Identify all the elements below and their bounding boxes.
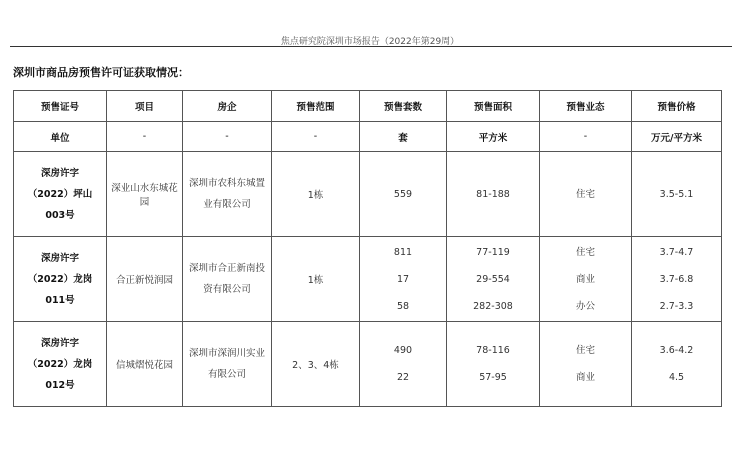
developer-cell (183, 152, 272, 237)
permit-number-cell (14, 237, 107, 322)
column-header: 预售价格 (632, 91, 722, 122)
area-value: 81-188 (476, 188, 510, 200)
unit-cell: 套 (360, 122, 447, 152)
permit-number-line: （2022）龙岗 (27, 273, 93, 285)
developer-line: 有限公司 (207, 369, 246, 380)
table-row (14, 152, 722, 237)
header-divider (10, 46, 732, 47)
developer-line: 业有限公司 (203, 199, 251, 210)
unit-cell: - (272, 122, 360, 152)
permit-number-cell (14, 322, 107, 407)
permit-number-line: 012号 (45, 379, 75, 391)
units-cell (360, 152, 447, 237)
permit-number-cell (14, 152, 107, 237)
type-value: 商业 (575, 372, 595, 383)
permit-number-line: 深房许字 (40, 167, 79, 179)
unit-cell: - (183, 122, 272, 152)
permit-number-line: 深房许字 (40, 337, 79, 349)
price-value: 4.5 (668, 372, 685, 383)
column-header: 项目 (107, 91, 183, 122)
units-value: 58 (396, 300, 410, 312)
unit-cell: 万元/平方米 (632, 122, 722, 152)
type-cell (540, 152, 632, 237)
units-cell (360, 237, 447, 322)
area-value: 77-119 (476, 246, 510, 258)
presale-permit-table (13, 90, 722, 407)
price-value: 3.7-6.8 (659, 273, 694, 285)
developer-line: 资有限公司 (203, 284, 251, 295)
type-value: 办公 (575, 300, 595, 312)
project-cell: 深业山水东城花园 (107, 152, 183, 237)
developer-line: 深圳市深润川实业 (188, 348, 265, 359)
table-row (14, 322, 722, 407)
price-cell (632, 152, 722, 237)
price-value: 3.5-5.1 (659, 188, 694, 200)
developer-line: 深圳市农科东城置 (188, 178, 265, 189)
permit-number-line: 003号 (45, 209, 75, 221)
area-cell (447, 322, 540, 407)
developer-cell (183, 237, 272, 322)
type-value: 住宅 (575, 188, 595, 200)
scope-cell: 1栋 (272, 152, 360, 237)
type-value: 商业 (575, 273, 595, 285)
column-header: 预售套数 (360, 91, 447, 122)
area-cell (447, 152, 540, 237)
type-value: 住宅 (575, 246, 595, 258)
unit-row (14, 122, 722, 152)
area-value: 29-554 (476, 273, 510, 285)
permit-number-line: 011号 (45, 294, 75, 306)
price-cell (632, 322, 722, 407)
area-cell (447, 237, 540, 322)
type-value: 住宅 (575, 345, 595, 356)
permit-number-line: （2022）坪山 (27, 188, 93, 200)
project-cell: 信城熠悦花园 (107, 322, 183, 407)
units-value: 17 (396, 273, 410, 285)
unit-cell: - (107, 122, 183, 152)
area-value: 78-116 (476, 345, 510, 356)
price-value: 2.7-3.3 (659, 300, 694, 312)
developer-cell (183, 322, 272, 407)
scope-cell: 2、3、4栋 (272, 322, 360, 407)
price-value: 3.6-4.2 (659, 345, 694, 356)
area-value: 57-95 (479, 372, 507, 383)
price-value: 3.7-4.7 (659, 246, 694, 258)
permit-number-line: （2022）龙岗 (27, 358, 93, 370)
unit-cell: - (540, 122, 632, 152)
price-cell (632, 237, 722, 322)
report-header: 焦点研究院深圳市场报告（2022年第29周） (280, 37, 460, 47)
units-cell (360, 322, 447, 407)
type-cell (540, 322, 632, 407)
type-cell (540, 237, 632, 322)
units-value: 811 (393, 246, 413, 258)
column-header: 预售业态 (540, 91, 632, 122)
project-cell: 合正新悦润园 (107, 237, 183, 322)
column-header: 预售范围 (272, 91, 360, 122)
table-row (14, 237, 722, 322)
area-value: 282-308 (473, 300, 513, 312)
unit-cell: 单位 (14, 122, 107, 152)
units-value: 490 (393, 345, 413, 356)
column-header: 房企 (183, 91, 272, 122)
column-header: 预售面积 (447, 91, 540, 122)
units-value: 22 (396, 372, 410, 383)
units-value: 559 (393, 188, 413, 200)
unit-cell: 平方米 (447, 122, 540, 152)
section-title: 深圳市商品房预售许可证获取情况： (13, 66, 189, 79)
developer-line: 深圳市合正新南投 (188, 263, 265, 274)
table-header-row (14, 91, 722, 122)
column-header: 预售证号 (14, 91, 107, 122)
scope-cell: 1栋 (272, 237, 360, 322)
permit-number-line: 深房许字 (40, 252, 79, 264)
